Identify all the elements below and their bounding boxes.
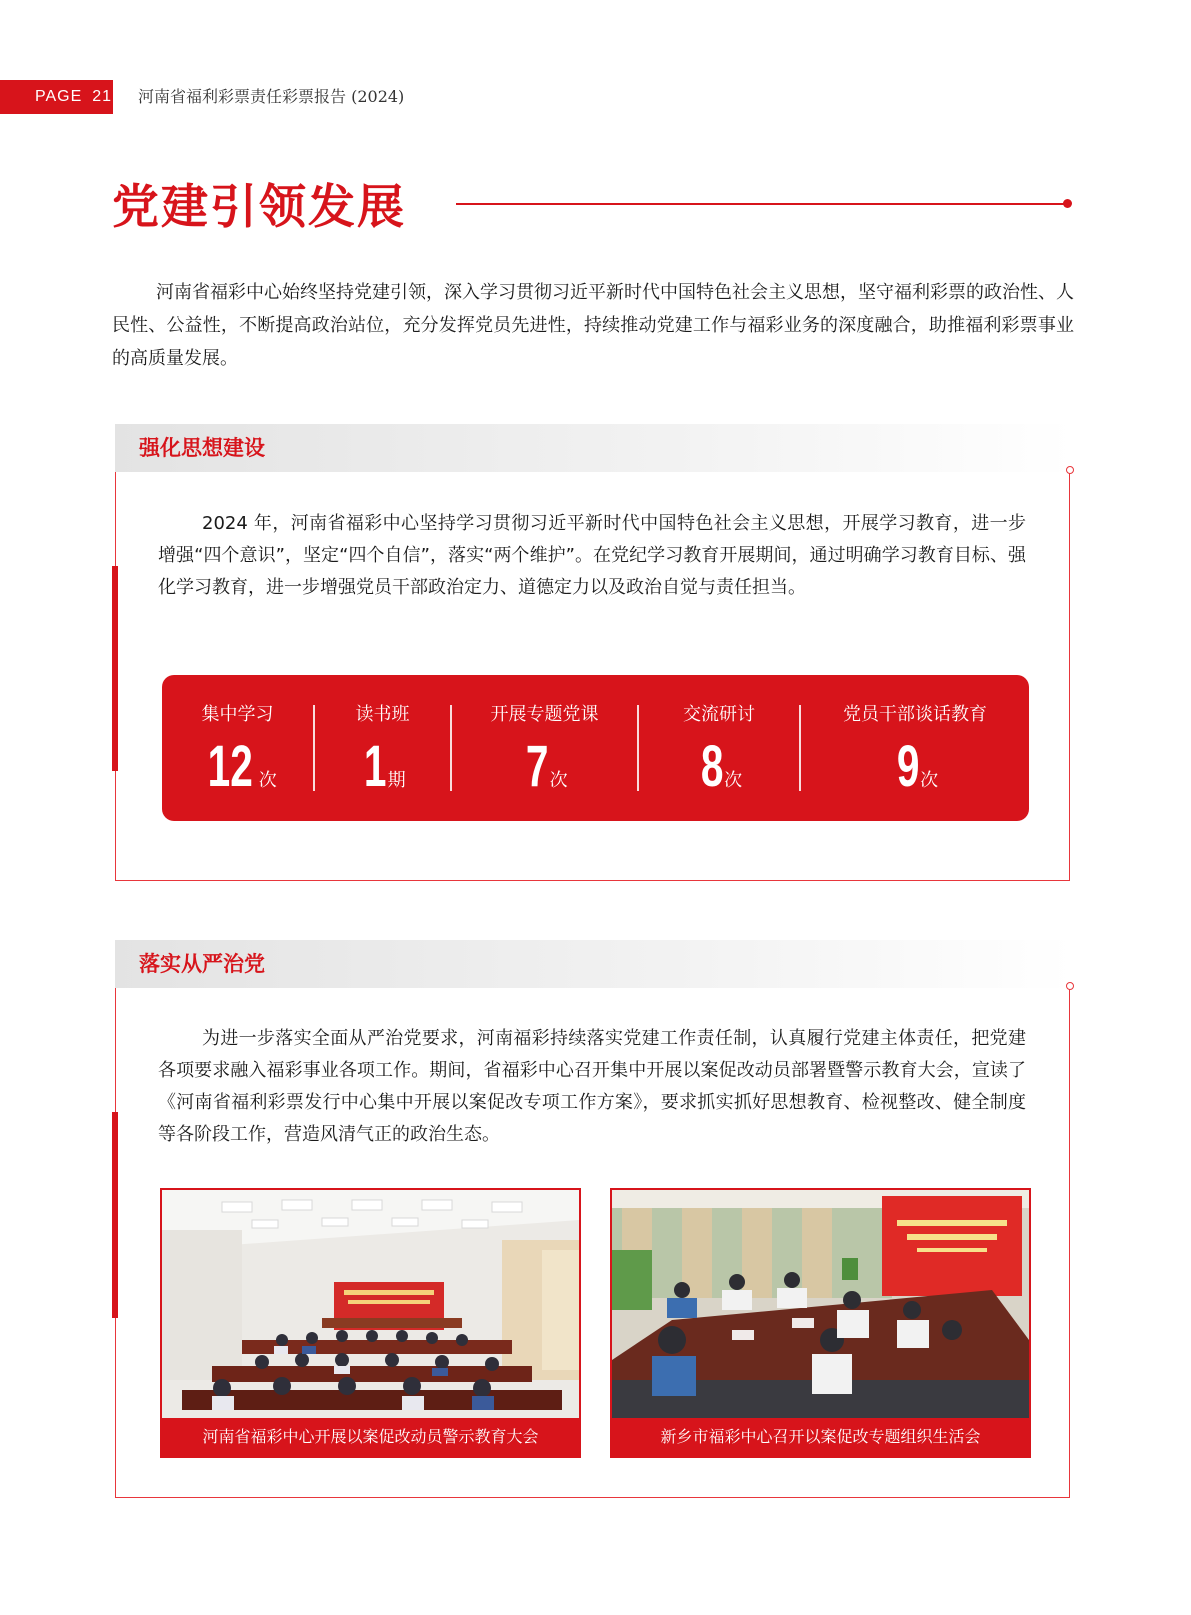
stat-unit: 次 [258,770,277,791]
stat-label: 读书班 [355,704,410,725]
stat-label: 党员干部谈话教育 [843,704,987,725]
meeting-hall-image [162,1190,579,1418]
stat-value: 7 [526,734,549,799]
stats-panel [162,675,1029,821]
frame-corner-dot [1066,466,1074,474]
stat-value: 8 [700,734,724,799]
stat-label: 交流研讨 [683,704,755,725]
title-divider-line [456,203,1066,205]
frame-corner-dot [1066,982,1074,990]
photo-conference-room [610,1188,1031,1458]
stat-item [452,675,637,821]
report-title: 河南省福利彩票责任彩票报告 (2024) [138,87,405,106]
photo-caption: 河南省福彩中心开展以案促改动员警示教育大会 [162,1418,579,1456]
stat-unit: 次 [724,770,743,791]
intro-paragraph: 河南省福彩中心始终坚持党建引领，深入学习贯彻习近平新时代中国特色社会主义思想，坚守福利彩票的政治性、人民性、公益性，不断提高政治站位，充分发挥党员先进性，持续推动党建工作与福彩业务的深度融合，助推福利彩票事业的高质量发展。 [112,282,1074,369]
section-paragraph: 2024 年，河南省福彩中心坚持学习贯彻习近平新时代中国特色社会主义思想，开展学习教育，进一步增强“四个意识”，坚定“四个自信”，落实“两个维护”。在党纪学习教育开展期间，通过明确学习教育目标、强化学习教育，进一步增强党员干部政治定力、道德定力以及政治自觉与责任担当。 [158,513,1026,598]
page-number: 21 [92,88,113,105]
section-paragraph: 为进一步落实全面从严治党要求，河南福彩持续落实党建工作责任制，认真履行党建主体责任，把党建各项要求融入福彩事业各项工作。期间，省福彩中心召开集中开展以案促改动员部署暨警示教育大会，宣读了《河南省福利彩票发行中心集中开展以案促改专项工作方案》，要求抓实抓好思想教育、检视整改、健全制度等各阶段工作，营造风清气正的政治生态。 [158,1028,1026,1145]
stat-value: 12 [207,734,254,799]
stat-item [315,675,450,821]
section-heading-bar [115,940,1073,988]
stat-unit: 期 [387,770,406,791]
stat-unit: 次 [549,770,568,791]
page-label: PAGE [35,88,83,105]
stat-item [801,675,1029,821]
page-title: 党建引领发展 [112,180,406,235]
section-heading: 强化思想建设 [139,436,265,460]
page-number-tab [0,80,113,114]
section-heading: 落实从严治党 [139,952,265,976]
stat-value: 1 [364,734,387,799]
photo-caption: 新乡市福彩中心召开以案促改专题组织生活会 [612,1418,1029,1456]
stat-item [639,675,799,821]
stat-label: 开展专题党课 [490,704,599,725]
photo-meeting-hall [160,1188,581,1458]
frame-accent-bar [112,566,118,771]
stat-item [162,675,313,821]
stat-label: 集中学习 [201,704,274,725]
conference-room-image [612,1190,1029,1418]
frame-accent-bar [112,1112,118,1318]
title-divider-dot [1063,199,1072,208]
section-heading-bar [115,424,1073,472]
stat-value: 9 [896,734,920,799]
stat-unit: 次 [920,770,939,791]
